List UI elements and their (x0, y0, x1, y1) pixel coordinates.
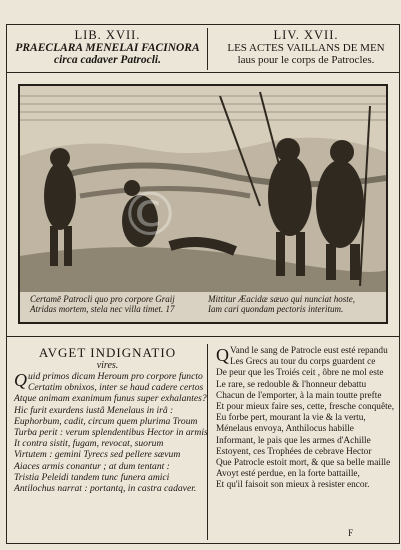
latin-verse-heading: AVGET INDIGNATIO (38, 345, 177, 360)
french-line: Le rare, se redouble & l'honneur debattu (216, 379, 367, 390)
latin-verse-text (8, 371, 207, 494)
latin-verse-column (8, 344, 208, 540)
french-drop-initial: Q (216, 345, 229, 365)
french-line: Informant, le pais que les armes d'Achille (216, 435, 371, 446)
caption-latin-line-2: Atridas mortem, stela nec villa timet. 17 (30, 304, 175, 314)
latin-line: It contra sistit, fugam, revocat, suorum (14, 438, 164, 450)
latin-line: Certatim obnixos, inter se haud cadere certos (28, 382, 204, 394)
plate-rule (6, 336, 400, 337)
latin-line: Hic furit exurdens iustâ Menelaus in irâ : (14, 404, 174, 416)
french-line: Vand le sang de Patrocle eust esté repandu (230, 346, 388, 356)
latin-line: uid primos dicam Heroum pro corpore functo (28, 371, 203, 382)
latin-title: PRAECLARA MENELAI FACINORA (15, 42, 200, 54)
latin-line: Euphorbum, cadit, circum quem plurima Troum (14, 415, 198, 427)
latin-line: Tristia Peleidi tandem tunc funera amici (14, 471, 170, 483)
header-rule (6, 72, 400, 73)
french-verse-text (212, 346, 400, 492)
battle-engraving-image (20, 86, 386, 292)
french-line: De peur que les Troiés ceit , ôbre ne mol este (216, 368, 384, 379)
engraving-plate (18, 84, 388, 324)
french-title: LES ACTES VAILLANS DE MEN (227, 42, 385, 54)
latin-line: Atque animam exanimum funus super exhalantes? (14, 393, 207, 405)
french-line: Ménelaus envoya, Anthilocus habille (216, 424, 354, 435)
latin-line: Turba perit : verum splendentibus Hector in armis (14, 427, 208, 439)
signature-mark: F (348, 528, 354, 538)
caption-latin-line-1: Certamē Patrocli quo pro corpore Graij (30, 294, 175, 304)
french-line: Et qu'il faisoit son mieux à resister encor. (216, 480, 370, 491)
caption-french-line-2: Iam cari quondam pectoris interitum. (208, 304, 344, 314)
watermark-logo: © (120, 180, 182, 250)
french-verse-column (212, 344, 400, 540)
french-line: Eu forbe pert, mourant la vie & la vertu, (216, 413, 366, 424)
french-book-number: LIV. XVII. (273, 28, 339, 42)
french-line: Et pour mieux faire ses, cette, fresche conquête, (216, 402, 395, 413)
french-line: Les Grecs au tour du corps guardent ce (230, 357, 376, 368)
latin-line: Antilochus narrat : portantq, in castra cadaver. (14, 483, 197, 495)
french-line: Que Patrocle estoit mort, & que sa belle maille (216, 458, 391, 469)
caption-french (208, 294, 384, 314)
latin-line: Aiaces armis conantur ; at dum tentant : (14, 460, 170, 472)
latin-drop-initial: Q (14, 370, 27, 390)
latin-verse-subheading: vires. (96, 360, 119, 371)
header-latin (8, 28, 208, 70)
latin-subtitle: circa cadaver Patrocli. (54, 54, 161, 66)
caption-latin (30, 294, 200, 314)
header-french (212, 28, 400, 70)
french-subtitle: laus pour le corps de Patrocles. (237, 54, 375, 66)
latin-book-number: LIB. XVII. (74, 28, 141, 42)
french-line: Chacun de l'emporter, à la main toutte prefte (216, 390, 382, 401)
latin-line: Virtutem : gemini Tyrecs sed pellere sævum (14, 449, 181, 461)
french-line: Avoyt esté perdue, en la forte battaille, (216, 469, 360, 480)
caption-french-line-1: Mittitur Æacidæ sæuo qui nunciat hoste, (208, 294, 356, 304)
french-line: Estoyent, ces Trophées de cebrave Hector (216, 446, 372, 457)
